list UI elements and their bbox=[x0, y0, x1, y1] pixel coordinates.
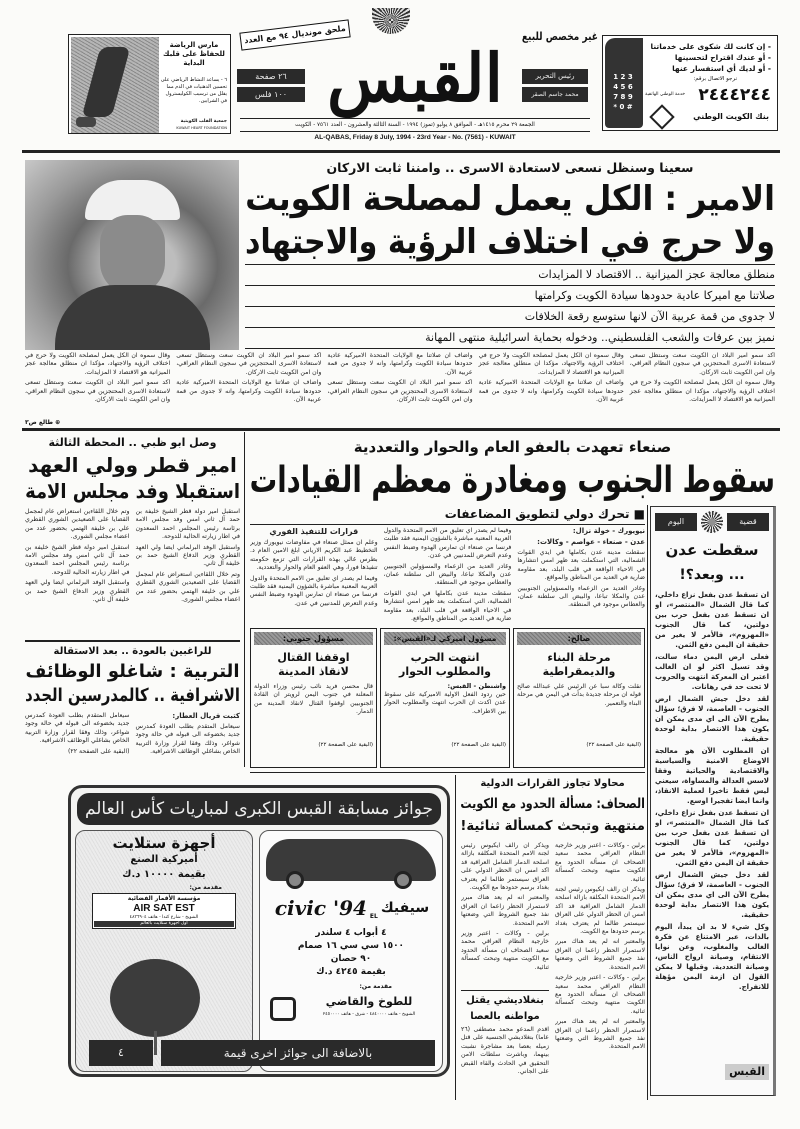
car-spec: ١٥٠٠ سي سي ١٦ صمام bbox=[297, 941, 405, 951]
bank-ad-line: - أو لديك أي استفسار عنها bbox=[672, 64, 771, 73]
box-continued[interactable]: (البقية على الصفحة ٢٢) bbox=[586, 742, 641, 748]
sahaf-body-col: برلين - وكالات - اعتبر وزير خارجية النظام العراقي محمد سعيد الصحاف ان مسألة الحدود مع الكويت منتهية وتبحث كمسألة ثنائية. ويذكر ان رالف ايكيوس رئيس لجنة الامم المتحدة المكلفة بازالة اسلحة الدمار الشامل العراقية قد اكد امس ان الحظر الدولي على العراق سيستمر طالما لم يعترف بغداد برسم حدودها مع الكويت. والمعتبر انه لم يعد هناك مبرر لاستمرار الحظر زاعما ان العراق نفذ جميع الشروط التي وضعتها الامم المتحدة. برلين - وكالات - اعتبر وزير خارجية النظام العراقي محمد سعيد الصحاف ان مسألة الحدود مع الكويت منتهية وتبحث كمسألة ثنائية. والمعتبر انه لم يعد هناك مبرر لاستمرار الحظر زاعما ان العراق نفذ جميع الشروط التي وضعتها الامم المتحدة. bbox=[555, 842, 645, 1051]
education-body-col: كتبت فريال العطار: سيعامل المتقدم بطلب العودة كمدرس جديد بخضوعه الى قبوله في حالة وجود شواغر، وذلك وفقا لقرار وزارة التربية الخاص بشاغلي الوظائف الاشرافية. bbox=[135, 712, 240, 756]
bangla-body: اقدم المدعو محمد مصطفى (٢٦ عاما) بنغلاديشي الجنسية على قتل زميله بعصا بعد مشاجرة نشبت بينهما، وباشرت سلطات الامن التحقيق في الحادث والقاء القبض على الجاني. bbox=[461, 1026, 549, 1076]
abudhabi-headline-2: استقبلا وفد مجلس الامة bbox=[25, 479, 241, 503]
yemen-box-us-official[interactable] bbox=[380, 628, 510, 768]
car-trim: EL bbox=[369, 913, 378, 920]
lead-bullet: صلاتنا مع اميركا عادية حدودها سيادة الكويت وكرامتها bbox=[245, 285, 775, 306]
masthead-logo: القبس bbox=[327, 39, 503, 117]
price: ١٠٠ فلس bbox=[237, 87, 305, 102]
abudhabi-body-col: استقبل امير دولة قطر الشيخ خليفة بن حمد آل ثاني امس وفد مجلس الامة برئاسة رئيس المجلس احمد السعدون في اطار زيارته الحالية للدوحة. واستقبل الوفد البرلماني ايضا ولي العهد القطري وزير الدفاع الشيخ حمد بن خليفة آل ثاني. وتم خلال اللقاءين استعراض عام لمجمل القضايا على الصعيدين الشوري القطري علي بن خليفة الهتمي بحضور عدد من اعضاء مجلس الشورى. bbox=[135, 508, 240, 604]
bank-logo-icon bbox=[649, 104, 674, 129]
bank-ad-call: نرجو الاتصال برقم: bbox=[693, 76, 737, 82]
box-label: صالح: bbox=[517, 632, 641, 645]
lead-bullet: منطلق معالجة عجز الميزانية .. الاقتصاد لا المزايدات bbox=[245, 264, 775, 285]
box-title: لانقاذ المدينة bbox=[278, 665, 349, 678]
bank-ad-name: بنك الكويت الوطني bbox=[693, 112, 769, 121]
car-by: مقدمة من: bbox=[359, 983, 392, 990]
sun-emblem-icon bbox=[372, 8, 410, 34]
abudhabi-headline-1: امير قطر وولي العهد bbox=[28, 453, 237, 477]
lead-body-col: وقال سموه ان الكل يعمل لمصلحة الكويت ولا حرج في اختلاف الرؤية والاجتهاد، مؤكدا ان منطلق معالجة عجز الميزانية هو الاقتصاد لا المزايدات. اكد سمو امير البلاد ان الكويت سعت وستظل تسعى لاستعادة الاسرى المحتجزين في سجون النظام العراقي، وان امن الكويت ثابت الاركان. bbox=[25, 352, 171, 404]
education-body-col: سيعامل المتقدم بطلب العودة كمدرس جديد بخضوعه الى قبوله في حالة وجود شواغر، وذلك وفقا لقرار وزارة التربية الخاص بشاغلي الوظائف الاشرافية. (البقية على الصفحة ٢٢) bbox=[25, 712, 130, 755]
supplement-banner: ملحق موندیال ٩٤ مع العدد bbox=[239, 19, 350, 50]
yemen-kicker: صنعاء تعهدت بالعفو العام والحوار والتعددية bbox=[353, 438, 672, 456]
runner-photo bbox=[71, 37, 159, 133]
car-company: للطوخ والقاضي bbox=[325, 995, 413, 1008]
education-headline-2: الاشرافية .. كالمدرسين الجدد bbox=[25, 685, 240, 706]
sat-note: اول اجهزة ستلايت بالعالم bbox=[94, 921, 234, 927]
heart-ad-text: ٦ - يساعد النشاط الرياضي على تحسين الدهنيات في الدم مما يقلل من ترسيب الكوليسترول في الشرايين. bbox=[160, 77, 227, 104]
car-spec: ٤ أبواب ٤ سلندر bbox=[315, 928, 387, 938]
box-body: حين ردود الفعل الاولية الاميركية على سقوط عدن اكدت ان الحرب انتهت والمطلوب الحوار بين الاطراف. bbox=[384, 691, 506, 715]
bank-ad-line: - أو عندك اقتراح لتحسينها bbox=[674, 53, 771, 62]
editor-name: محمد جاسم الصقر bbox=[522, 87, 588, 102]
sat-address: الشويخ - شارع كندا - هاتف ٤٨٣٦٩٠٤ bbox=[129, 915, 199, 920]
sat-company: مؤسسة الأقمار الفضائية bbox=[127, 895, 201, 902]
nbk-ad[interactable] bbox=[602, 35, 778, 131]
lead-bullet: نميز بين عرفات والشعب الفلسطيني.. ودخوله بحماية اسرائيلية منتهى المهانة bbox=[245, 327, 775, 349]
bangla-headline-2: مواطنه بالعصا bbox=[470, 1011, 540, 1022]
lead-headline-1: الامير : الكل يعمل لمصلحة الكويت bbox=[245, 179, 775, 219]
heart-foundation-ad[interactable] bbox=[68, 34, 231, 134]
yemen-body-col: قرارات للتنفيذ الفوري وعلم ان ممثل صنعاء في مفاوضات نيويورك وزير التخطيط عبد الكريم الارياني ابلغ الامين العام د. بطرس غالي بهذه القرارات التي تزمع حكومته تنفيذها فورا، وهي العفو العام والحوار والتعددية. وفيما لم يصدر اي تعليق من الامم المتحدة والدول العربية المعنية مباشرة بالشؤون اليمنية فقد طلبت فرنسا من صنعاء ان تمارس الهدوء وضبط النفس وعدم التعرض للمدنيين في عدن. bbox=[250, 527, 378, 607]
contest-ad[interactable] bbox=[68, 785, 450, 1077]
yemen-headline: سقوط الجنوب ومغادرة معظم القيادات bbox=[249, 460, 776, 501]
car-name-ar: سيفيك bbox=[380, 900, 430, 916]
sahaf-headline-2: منتهية وتبحث كمسألة ثنائية! bbox=[460, 818, 645, 834]
keypad-row: * 0 # bbox=[613, 103, 633, 111]
car-spec: بقيمة ٤٢٤٥ د.ك bbox=[316, 967, 386, 977]
editorial-headline-1: سقطت عدن bbox=[665, 541, 759, 559]
editorial-headline-2: ... وبعد؟! bbox=[679, 567, 745, 583]
date-english: AL-QABAS, Friday 8 July, 1994 - 23rd Year - No. (7561) - KUWAIT bbox=[314, 134, 516, 141]
sat-origin: أميركية الصنع bbox=[130, 854, 198, 865]
editorial-signature: القبس bbox=[725, 1064, 769, 1080]
contest-ad-extra: بالاضافة الى جوائز اخرى قيمة bbox=[161, 1040, 435, 1066]
yemen-subheadline: ■ تحرك دولي لتطويق المضاعفات bbox=[250, 506, 645, 525]
contest-ad-title: جوائز مسابقة القبس الكبرى لمباريات كأس العالم bbox=[77, 793, 441, 825]
box-label: مسؤول جنوبي: bbox=[254, 632, 373, 645]
bank-ad-service: خدمة الوطني الهاتفية bbox=[645, 92, 685, 97]
car-spec: ٩٠ حصان bbox=[330, 954, 372, 964]
yemen-subheadline-text: تحرك دولي لتطويق المضاعفات bbox=[444, 507, 630, 521]
education-kicker: للراغبين بالعودة .. بعد الاستقالة bbox=[53, 646, 212, 657]
satellite-panel bbox=[75, 830, 253, 1072]
lead-body-col: وقال سموه ان الكل يعمل لمصلحة الكويت ولا حرج في اختلاف الرؤية والاجتهاد، مؤكدا ان منطلق معالجة عجز الميزانية هو الاقتصاد لا المزايدات. واضاف ان صلاتنا مع الولايات المتحدة الاميركية عادية حدودها سيادة الكويت وكرامتها، وانه لا جدوى من قمة عربية الآن. bbox=[478, 352, 624, 404]
editorial-label-1: قضية bbox=[727, 513, 769, 531]
yemen-body-col: وفيما لم يصدر اي تعليق من الامم المتحدة والدول العربية المعنية مباشرة بالشؤون اليمنية فقد طلبت فرنسا من صنعاء ان تمارس الهدوء وضبط النفس وعدم التعرض للمدنيين في عدن. وغادر العديد من الزعماء والمسؤولين الجنوبيين عدن والمكلا تباعا، والبيض الى سلطنة عمان، والعطاس موجود في المنطقة. سقطت مدينة عدن بكاملها في ايدي القوات الشمالية، التي استكملت بعد ظهر امس انتشارها في الاحياء الواقعة في قلب البلد، بعد مقاومة ضارية في العديد من المناطق والمواقع. bbox=[383, 527, 512, 623]
emir-photo bbox=[25, 160, 239, 350]
box-title: انتهت الحرب bbox=[410, 651, 480, 664]
lead-bullet: لا جدوى من قمة عربية الآن لانها ستوسع رقعة الخلافات bbox=[245, 306, 775, 327]
heart-ad-org: جمعية القلب الكويتية bbox=[180, 119, 227, 124]
box-body: نقلت وكالة سبأ عن الرئيس علي عبدالله صالح قوله ان مرحلة جديدة بدأت في اليمن هي مرحلة البناء والتعمير. bbox=[517, 683, 641, 707]
education-headline-1: التربية : شاغلو الوظائف bbox=[25, 661, 240, 682]
box-title: والمطلوب الحوار bbox=[399, 665, 491, 678]
yemen-box-south-official[interactable] bbox=[250, 628, 377, 768]
date-arabic: الجمعة ٢٩ محرم ١٤١٥هـ - الموافق ٨ يوليو (تموز) ١٩٩٤ - السنة الثالثة والعشرون - العدد ٧٥٦١ - الكويت bbox=[295, 122, 535, 128]
sahaf-headline-1: الصحاف: مسألة الحدود مع الكويت bbox=[460, 796, 645, 812]
heart-ad-title: مارس الرياضة للحفاظ على قلبك البداية bbox=[163, 41, 225, 67]
box-continued[interactable]: (البقية على الصفحة ٢٢) bbox=[451, 742, 506, 748]
sun-emblem-icon bbox=[701, 511, 723, 533]
box-title: مرحلة البناء bbox=[547, 651, 611, 664]
sat-value: بقيمة ١٠٠٠٠ د.ك bbox=[122, 869, 206, 880]
yemen-box-salih[interactable] bbox=[513, 628, 645, 768]
keypad-row: 7 8 9 bbox=[613, 93, 633, 101]
editorial-column bbox=[650, 506, 776, 1096]
bangla-headline-1: بنغلاديشي يقتل bbox=[466, 995, 544, 1006]
satellite-dish-icon bbox=[110, 959, 200, 1037]
lead-body-col: اكد سمو امير البلاد ان الكويت سعت وستظل تسعى لاستعادة الاسرى المحتجزين في سجون النظام العراقي، وان امن الكويت ثابت الاركان. واضاف ان صلاتنا مع الولايات المتحدة الاميركية عادية حدودها سيادة الكويت وكرامتها، وانه لا جدوى من قمة عربية الآن. bbox=[176, 352, 322, 404]
editorial-body: ان تسقط عدن بفعل نزاع داخلي، كما قال الشمال «المنتصر»، او ان تسقط عدن بفعل حرب بين دولتين، كما قال الجنوب «المهزوم»، فالأمر لا يغير من حقيقة ان اليمن دفع الثمن. فعلى ارض اليمن دماء سالت، وقد تسيل اكثر لو ان الغالب اعتبر ان المعركة انتهت والحروب لا تحت حد في رهانات. لقد دخل جيش الشمال ارض الجنوب - العاصمة، لا فرق؛ سؤال يطرح الآن الى اي مدى يمكن ان يكون هذا الانتصار بداية لوحدة حقيقية. ان المطلوب الآن هو معالجة الاوضاع الامنية والسياسية والاقتصادية والحياتية وفقا لاسس العدالة والمساواة، سيعني ليس فقط تاخيرا لعملية الانقاذ، وانما ايضا تفجيرا اوسع. ان تسقط عدن بفعل نزاع داخلي، كما قال الشمال «المنتصر»، او ان تسقط عدن بفعل حرب بين دولتين، كما قال الجنوب «المهزوم»، فالأمر لا يغير من حقيقة ان اليمن دفع الثمن. لقد دخل جيش الشمال ارض الجنوب - العاصمة، لا فرق؛ سؤال يطرح الآن الى اي مدى يمكن ان يكون هذا الانتصار بداية لوحدة حقيقية. وكل شيء لا بد ان يبدأ، اليوم بالذات، عبر الامتناع عن فكرة الغالب والمغلوب، وعن نوايا الانتقام، وصيانة ارواح الناس، وصيانة التعددية. وقبلها لا يمكن القول ان ازمة اليمن مؤهلة للانفراج. bbox=[655, 591, 769, 991]
sat-company-box bbox=[92, 893, 236, 929]
sahaf-kicker: محاولا تجاوز القرارات الدولية bbox=[480, 778, 625, 789]
sat-by: مقدمة من: bbox=[189, 884, 222, 891]
bank-ad-number: ٢٤٤٤٢٤٤ bbox=[698, 85, 771, 105]
box-title: اوقفنا القتال bbox=[277, 651, 350, 664]
abudhabi-body-col: وتم خلال اللقاءين استعراض عام لمجمل القضايا على الصعيدين الشوري القطري علي بن خليفة الهتمي بحضور عدد من اعضاء مجلس الشورى. استقبل امير دولة قطر الشيخ خليفة بن حمد آل ثاني امس وفد مجلس الامة برئاسة رئيس المجلس احمد السعدون في اطار زيارته الحالية للدوحة. واستقبل الوفد البرلماني ايضا ولي العهد القطري وزير الدفاع الشيخ حمد بن خليفة آل ثاني. bbox=[25, 508, 130, 604]
sahaf-body-col: ويذكر ان رالف ايكيوس رئيس لجنة الامم المتحدة المكلفة بازالة اسلحة الدمار الشامل العراقية قد اكد امس ان الحظر الدولي على العراق سيستمر طالما لم يعترف بغداد برسم حدودها مع الكويت. والمعتبر انه لم يعد هناك مبرر لاستمرار الحظر زاعما ان العراق نفذ جميع الشروط التي وضعتها الامم المتحدة. برلين - وكالات - اعتبر وزير خارجية النظام العراقي محمد سعيد الصحاف ان مسألة الحدود مع الكويت منتهية وتبحث كمسألة ثنائية. bbox=[461, 842, 549, 971]
abudhabi-kicker: وصل ابو ظبي .. المحطة الثالثة bbox=[48, 436, 217, 449]
lead-body-col: واضاف ان صلاتنا مع الولايات المتحدة الاميركية عادية حدودها سيادة الكويت وكرامتها، وانه لا جدوى من قمة عربية الآن. اكد سمو امير البلاد ان الكويت سعت وستظل تسعى لاستعادة الاسرى المحتجزين في سجون النظام العراقي، وان امن الكويت ثابت الاركان. bbox=[327, 352, 473, 404]
not-for-sale-label: غير مخصص للبيع bbox=[521, 30, 598, 43]
keypad-row: 1 2 3 bbox=[613, 73, 633, 81]
bank-ad-line: - إن كانت لك شكوى على خدماتنا bbox=[650, 42, 771, 51]
box-body: قال محسن فريد نائب رئيس وزراء الدولة المعلنة في جنوب اليمن لرويتر ان القادة الجنوبيين اوقفوا القتال لانقاذ المدينة من الدمار. bbox=[254, 683, 373, 716]
box-label: مسؤول اميركي لـ«القبس»: bbox=[384, 632, 506, 645]
lead-body-col: اكد سمو امير البلاد ان الكويت سعت وستظل تسعى لاستعادة الاسرى المحتجزين في سجون النظام العراقي، وان امن الكويت ثابت الاركان. وقال سموه ان الكل يعمل لمصلحة الكويت ولا حرج في اختلاف الرؤية والاجتهاد، مؤكدا ان منطلق معالجة عجز الميزانية هو الاقتصاد لا المزايدات. bbox=[629, 352, 775, 404]
box-byline: واشنطن - القبس: bbox=[447, 682, 506, 690]
keypad-row: 4 5 6 bbox=[613, 83, 633, 91]
editor-title: رئيس التحرير bbox=[522, 69, 588, 84]
lead-kicker: سعينا وسنظل نسعى لاستعادة الاسرى .. وامننا ثابت الاركان bbox=[326, 160, 694, 175]
lead-headline-2: ولا حرج في اختلاف الرؤية والاجتهاد bbox=[244, 222, 776, 262]
honda-logo-icon bbox=[270, 997, 296, 1021]
editorial-label-2: اليوم bbox=[655, 513, 697, 531]
box-title: والديمقراطية bbox=[542, 665, 616, 678]
yemen-body-col: نيويورك - خولة نزال: عدن - صنعاء - عواصم - وكالات: سقطت مدينة عدن بكاملها في ايدي القوات الشمالية، التي استكملت بعد ظهر امس انتشارها في الاحياء الواقعة في قلب البلد، بعد مقاومة ضارية في العديد من المناطق والمواقع. وغادر العديد من الزعماء والمسؤولين الجنوبيين عدن والمكلا تباعا، والبيض الى سلطنة عمان، والعطاس موجود في المنطقة. bbox=[517, 527, 645, 609]
sat-title: أجهزة ستلايت bbox=[112, 834, 216, 852]
heart-ad-org-en: KUWAIT HEART FOUNDATION bbox=[176, 126, 227, 130]
sat-company-en: AIR SAT EST bbox=[133, 903, 195, 914]
car-address: الشويخ - هاتف ٤٨٤٠٠٠٠ - شرق - هاتف ٢٤٥٠٠٠٠ bbox=[322, 1012, 416, 1017]
pages-count: ٢٦ صفحة bbox=[237, 69, 305, 84]
car-panel bbox=[259, 830, 443, 1072]
lead-continued-link[interactable]: ⊕ طالع ص٣ bbox=[25, 419, 61, 426]
car-model: civic '94 bbox=[274, 896, 367, 920]
contest-ad-number: ٤ bbox=[89, 1040, 153, 1066]
phone-icon bbox=[605, 38, 643, 128]
box-continued[interactable]: (البقية على الصفحة ٢٢) bbox=[318, 742, 373, 748]
